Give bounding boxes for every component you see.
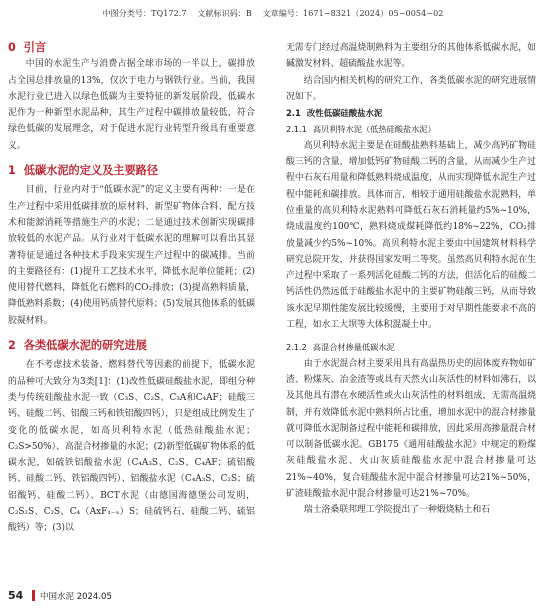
definition-paragraph: 目前，行业内对于“低碳水泥”的定义主要有两种：一是在生产过程中采用低碳排放的原材料、新型矿物体合料、配方技术和能源消耗等措施生产的水泥；二是通过技术创新实现碳排放较低的水泥产品。从行业对于低碳水泥的理解可以看出其显著特征是通过各种技术手段来实现生产过程中的碳减排。当前的主要路径有：(1)提升工艺技术水平，降低水泥单位能耗；(2)使用替代燃料，降低化石燃料的CO₂排放；(3)提高熟料质量，降低熟料系数；(4)使用钙质替代原料；(5)发展其他体系的低碳胶凝材料。 xyxy=(8,185,256,326)
page-number: 54 xyxy=(8,589,24,602)
subsection-title: 改性低碳硅酸盐水泥 xyxy=(306,108,383,119)
subsection-number: 2.1.2 xyxy=(286,342,307,353)
section-1-heading xyxy=(8,163,255,179)
subsection-number: 2.1.1 xyxy=(286,124,307,135)
section-number: 2 xyxy=(8,339,16,353)
subsection-2-1-1-heading xyxy=(286,121,536,137)
page-footer xyxy=(0,582,546,610)
lc3-paragraph: 瑞士洛桑联邦理工学院提出了一种煅烧粘土和石 xyxy=(303,505,491,516)
subsection-2-1-heading xyxy=(286,105,536,121)
intro-paragraph: 中国的水泥生产与消费占据全球市场的一半以上，碳排放占全国总排放量的13%，仅次于电力与钢铁行业。当前，我国水泥行业已进入以绿色低碳为主要特征的新发展阶段，低碳水泥作为一种新型水泥品种，其生产过程中碳排放量较低，符合绿色低碳的发展理念，对于促进水泥行业转型升级具有重要意义。 xyxy=(8,59,255,151)
document-code: 文献标识码：B xyxy=(197,9,252,18)
blended-cement-paragraph: 由于水泥混合材主要采用具有高温热历史的固体废弃物如矿渣、粉煤灰、冶金渣等或具有天然火山灰活性的材料如沸石，以及其他具有潜在水硬活性或火山灰活性的材料组成，无需高温烧制，并有效降低水泥中熟料所占比重，增加水泥中的混合材掺量就可降低水泥制备过程中能耗和碳排放，因此采用高掺量混合材可以制备低碳水泥。GB175《通用硅酸盐水泥》中规定的粉煤灰硅酸盐水泥、火山灰质硅酸盐水泥中混合材掺量可达21%~40%，复合硅酸盐水泥中混合材掺量可达21%~50%，矿渣硅酸盐水泥中混合材掺量可达21%~70%。 xyxy=(286,358,536,500)
section-2-heading xyxy=(8,338,255,354)
section-title: 低碳水泥的定义及主要路径 xyxy=(23,164,159,178)
belite-paragraph: 高贝利特水泥主要是在硅酸盐熟料基础上，减少高钙矿物硅酸三钙的含量，增加低钙矿物硅酸二钙的含量，从而减少生产过程中石灰石用量和降低熟料烧成温度，从而实现降低水泥生产过程中能耗和碳排放。具体而言，相较于通用硅酸盐水泥熟料，单位重量的高贝利特水泥熟料可降低石灰石消耗量约5%~10%，烧成温度约100℃，熟料烧成煤耗降低约18%~22%，CO₂排放量减少约5%~10%。高贝利特水泥主要由中国建筑材料科学研究总院开发，并获得国家发明二等奖。虽然高贝利特水泥在生产过程中采取了一系列活化硅酸二钙的方法，但活化后的硅酸二钙活性仍然远低于硅酸盐水泥中的主要矿物硅酸三钙，从而导致该水泥早期性能发展比较缓慢，主要用于对早期性能要求不高的工程，如水工大坝等大体积混凝土中。 xyxy=(286,140,536,331)
subsection-title: 高贝利特水泥（低热硅酸盐水泥） xyxy=(312,124,436,135)
continued-paragraph: 无需专门经过高温烧制熟料为主要组分的其他体系低碳水泥，如碱激发材料、超硫酸盐水泥等。 xyxy=(286,43,536,70)
section-number: 1 xyxy=(8,164,16,178)
subsection-title: 高混合材掺量低碳水泥 xyxy=(312,342,395,353)
section-title: 各类低碳水泥的研究进展 xyxy=(23,339,147,353)
clc-number: 中图分类号：TQ172.7 xyxy=(102,9,187,18)
section-title: 引言 xyxy=(23,41,47,54)
section-number: 0 xyxy=(8,41,16,54)
footer-accent-bar xyxy=(32,590,35,601)
right-column xyxy=(286,40,536,519)
section-0-heading xyxy=(8,40,255,56)
page-header xyxy=(0,8,546,19)
article-number: 文章编号：1671−8321（2024）05−0054−02 xyxy=(262,9,444,18)
subsection-2-1-2-heading xyxy=(286,339,536,355)
left-column xyxy=(8,40,255,537)
journal-name: 中国水泥 2024.05 xyxy=(40,592,112,602)
summary-paragraph: 结合国内相关机构的研究工作，各类低碳水泥的研究进展情况如下。 xyxy=(286,75,536,102)
subsection-number: 2.1 xyxy=(286,108,301,119)
progress-paragraph: 在不考虑技术装备、燃料替代等因素的前提下，低碳水泥的品种可大致分为3类[1]：(1)改性低碳硅酸盐水泥，即组分种类与传统硅酸盐水泥一致（C₃S、C₂S、C₃A和C₄AF；硅酸三钙、硅酸二钙、铝酸三钙和铁铝酸四钙），只是组成比例发生了变化的低碳水泥，如高贝利特水泥（低热硅酸盐水泥；C₂S>50%）、高混合材掺量的水泥；(2)新型低碳矿物体系的低碳水泥，如硫铁铝酸盐水泥（C₄A₃S、C₂S、C₄AF；硫铝酸钙、硅酸二钙、铁铝酸四钙）、铝酸盐水泥（C₄A₃S、C₂S；硫铝酸钙、硅酸二钙）、BCT水泥（由德国海德堡公司发明，C₂S₂S、C₂S、C₄（AxF₁₋ₓ）S；硅硫钙石、硅酸二钙、硫铝酸钙）等；(3)以 xyxy=(8,360,255,534)
